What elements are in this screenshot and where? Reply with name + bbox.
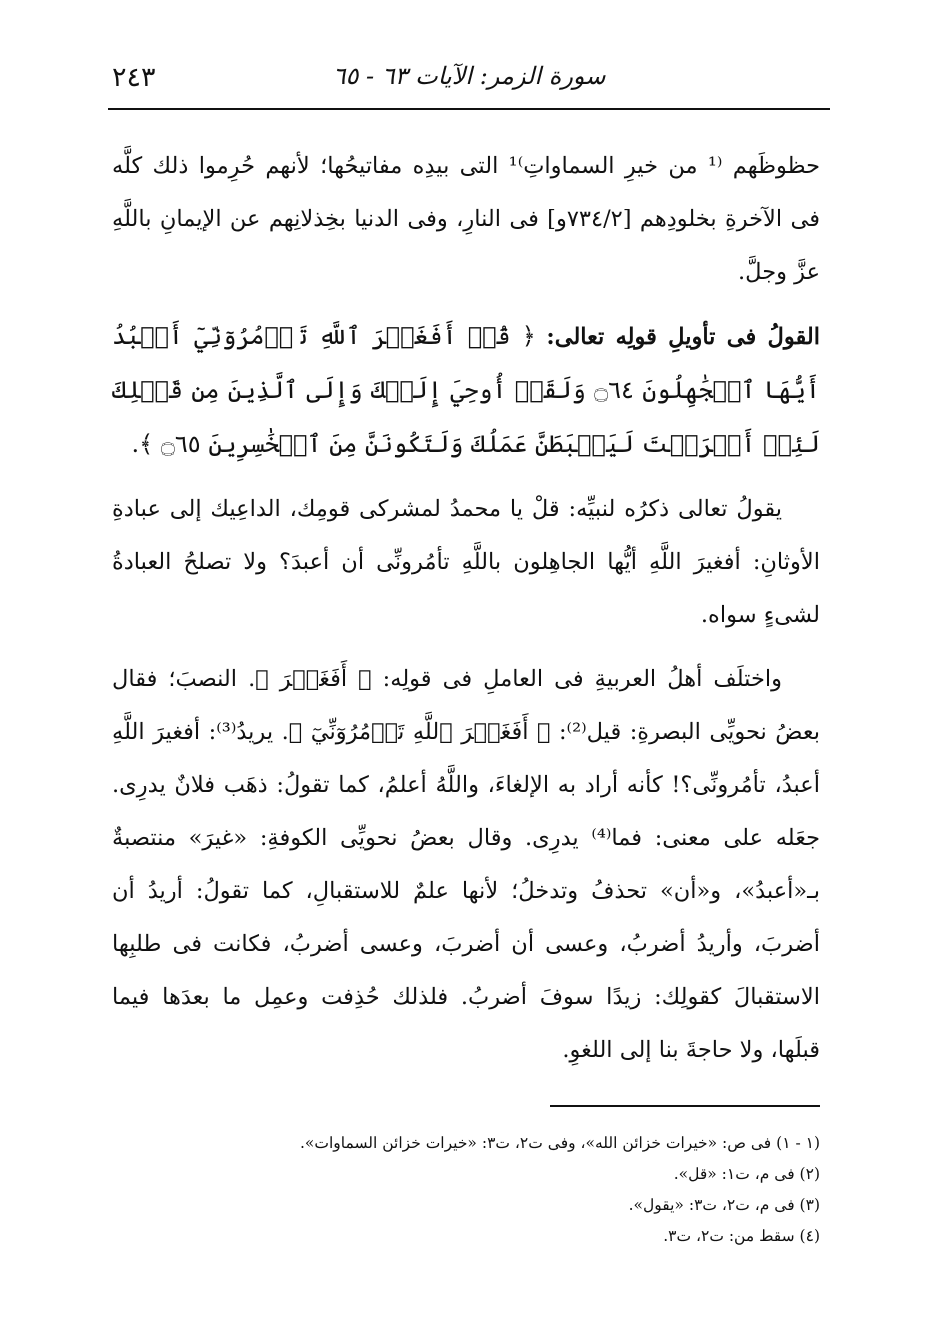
page-number: ٢٤٣ [112, 62, 156, 93]
paragraph-2 [112, 310, 820, 472]
main-text [112, 140, 820, 1088]
quran-verse: ﴿ قُلۡ أَفَغَيۡرَ ٱللَّهِ تَأۡمُرُوٓنِّيٓ أَعۡبُدُ أَيُّهَا ٱلۡجَٰهِلُونَ ۝٦٤ وَلَقَدۡ أُوحِيَ إِلَيۡكَ وَإِلَى ٱلَّذِينَ مِن قَبۡلِكَ لَئِنۡ أَشۡرَكۡتَ لَيَحۡبَطَنَّ عَمَلُكَ وَلَتَكُونَنَّ مِنَ ٱلۡخَٰسِرِينَ ۝٦٥ ﴾. [112, 322, 820, 458]
footnote-1: (١ - ١) فى ص: «خيرات خزائن الله»، وفى ت٢، ت٣: «خيرات خزائن السماوات». [299, 1134, 820, 1152]
footnote-rule [550, 1105, 820, 1107]
paragraph-4: واختلَف أهلُ العربيةِ فى العاملِ فى قولِه: ﴿ أَفَغَيۡرَ ﴾. النصبَ؛ فقال بعضُ نحويِّى البصرةِ: قيل⁽²⁾: ﴿ أَفَغَيۡرَ ٱللَّهِ تَأۡمُرُوٓنِّيٓ ﴾. يريدُ⁽³⁾: أفغيرَ اللَّهِ أعبدُ، تأمُرونِّى؟! كأنه أراد به الإلغاءَ، واللَّهُ أعلمُ، كما تقولُ: ذهَب فلانٌ يدرِى. جعَله على معنى: فما⁽⁴⁾ يدرِى. وقال بعضُ نحويِّى الكوفةِ: «غيرَ» منتصبةٌ بـ«أعبدُ»، و«أن» تحذفُ وتدخلُ؛ لأنها علمٌ للاستقبالِ، كما تقولُ: أريدُ أن أضربَ، وأريدُ أضربُ، وعسى أن أضربَ، وعسى أضربُ، فكانت فى طلبِها الاستقبالَ كقولِك: زيدًا سوفَ أضربُ. فلذلك حُذِفت وعمِل ما بعدَها فيما قبلَها، ولا حاجةَ بنا إلى اللغوِ. [112, 666, 820, 1063]
paragraph-1: حظوظَهم ⁽¹ من خيرِ السماواتِ⁾¹ التى بيدِه مفاتيحُها؛ لأنهم حُرِموا ذلك كلَّه فى الآخرةِ بخلودِهم [٧٣٤/٢و] فى النارِ، وفى الدنيا بخِذلانِهم عن الإيمانِ باللَّهِ عزَّ وجلَّ. [112, 153, 820, 285]
footnote-2: (٢) فى م، ت١: «قل». [673, 1165, 820, 1183]
footnotes [112, 1128, 820, 1252]
section-heading: القولُ فى تأويلِ قولِه تعالى: [546, 324, 820, 350]
footnote-3: (٣) فى م، ت٢، ت٣: «يقول». [628, 1196, 820, 1214]
paragraph-3: يقولُ تعالى ذكرُه لنبيِّه: قلْ يا محمدُ لمشركى قومِك، الداعِيك إلى عبادةِ الأوثانِ: أفغيرَ اللَّهِ أيُّها الجاهِلون باللَّهِ تأمُرونِّى أن أعبدَ؟ ولا تصلحُ العبادةُ لشىءٍ سواه. [112, 496, 820, 628]
page-header [112, 62, 826, 102]
header-rule [108, 108, 830, 110]
running-title: سورة الزمر: الآيات ٦٣ - ٦٥ [332, 62, 606, 90]
footnote-4: (٤) سقط من: ت٢، ت٣. [663, 1227, 820, 1245]
